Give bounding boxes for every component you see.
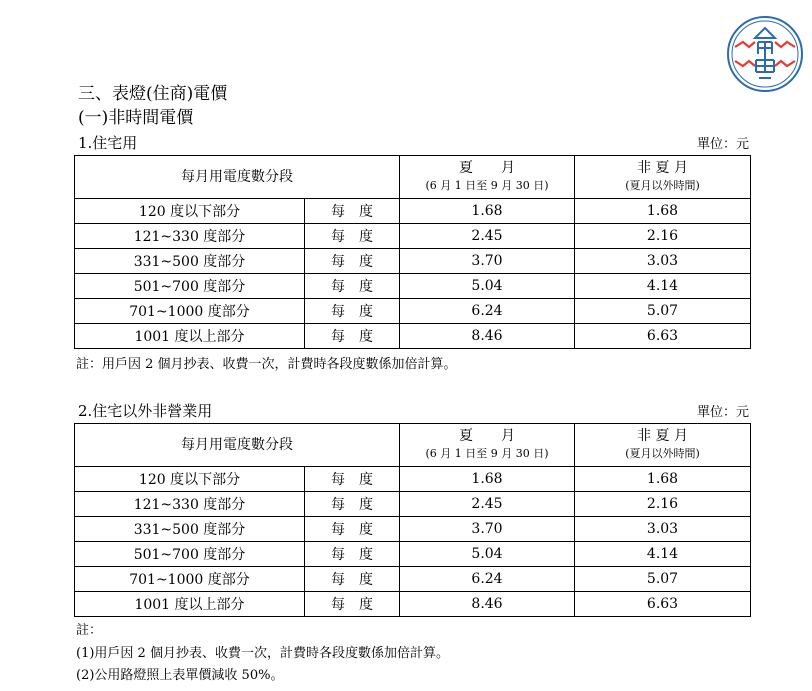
summer-rate: 6.24 [400, 299, 575, 324]
footnote-label: 註： [76, 623, 103, 638]
per-unit: 每 度 [305, 467, 400, 492]
header-summer: 夏 月 (6 月 1 日至 9 月 30 日) [400, 156, 575, 199]
table-row [75, 274, 751, 299]
nonsummer-rate: 3.03 [575, 249, 751, 274]
tier-range: 701~1000 度部分 [75, 567, 305, 592]
header-nonsummer: 非 夏 月 (夏月以外時間) [575, 156, 751, 199]
summer-rate: 1.68 [400, 199, 575, 224]
tier-range: 120 度以下部分 [75, 199, 305, 224]
nonsummer-rate: 6.63 [575, 324, 751, 349]
section-title-residential: 1.住宅用 [78, 134, 138, 152]
table-row [75, 199, 751, 224]
header-usage-tier: 每月用電度數分段 [75, 424, 400, 467]
table-row [75, 467, 751, 492]
tier-range: 331~500 度部分 [75, 249, 305, 274]
nonsummer-rate: 5.07 [575, 299, 751, 324]
table-row [75, 567, 751, 592]
table-row [75, 249, 751, 274]
summer-rate: 5.04 [400, 274, 575, 299]
summer-rate: 6.24 [400, 567, 575, 592]
summer-rate: 2.45 [400, 224, 575, 249]
tier-range: 331~500 度部分 [75, 517, 305, 542]
unit-label: 單位：元 [696, 405, 749, 420]
table-row [75, 224, 751, 249]
nonsummer-rate: 1.68 [575, 199, 751, 224]
nonsummer-rate: 4.14 [575, 274, 751, 299]
tier-range: 501~700 度部分 [75, 542, 305, 567]
per-unit: 每 度 [305, 274, 400, 299]
footnote: (1)用戶因 2 個月抄表、收費一次，計費時各段度數係加倍計算。 [76, 646, 449, 661]
tier-range: 121~330 度部分 [75, 492, 305, 517]
header-usage-tier: 每月用電度數分段 [75, 156, 400, 199]
header-summer: 夏 月 (6 月 1 日至 9 月 30 日) [400, 424, 575, 467]
summer-rate: 3.70 [400, 517, 575, 542]
taipower-logo-icon [725, 14, 805, 94]
table-row [75, 542, 751, 567]
footnote: (2)公用路燈照上表單價減收 50%。 [76, 668, 284, 683]
nonsummer-rate: 4.14 [575, 542, 751, 567]
table-row [75, 517, 751, 542]
summer-rate: 5.04 [400, 542, 575, 567]
summer-rate: 8.46 [400, 592, 575, 617]
nonsummer-rate: 3.03 [575, 517, 751, 542]
page-subheading: (一)非時間電價 [78, 108, 194, 128]
tier-range: 121~330 度部分 [75, 224, 305, 249]
tier-range: 501~700 度部分 [75, 274, 305, 299]
per-unit: 每 度 [305, 517, 400, 542]
per-unit: 每 度 [305, 324, 400, 349]
summer-rate: 2.45 [400, 492, 575, 517]
table-row [75, 592, 751, 617]
per-unit: 每 度 [305, 199, 400, 224]
nonsummer-rate: 1.68 [575, 467, 751, 492]
per-unit: 每 度 [305, 249, 400, 274]
footnote: 註：用戶因 2 個月抄表、收費一次，計費時各段度數係加倍計算。 [76, 357, 457, 372]
section-title-nonbusiness: 2.住宅以外非營業用 [78, 402, 213, 420]
tier-range: 1001 度以上部分 [75, 324, 305, 349]
table-header-row [75, 156, 751, 199]
page-heading: 三、表燈(住商)電價 [78, 84, 228, 104]
nonsummer-rate: 6.63 [575, 592, 751, 617]
nonsummer-rate: 2.16 [575, 224, 751, 249]
table-row [75, 492, 751, 517]
tier-range: 1001 度以上部分 [75, 592, 305, 617]
tier-range: 701~1000 度部分 [75, 299, 305, 324]
header-nonsummer: 非 夏 月 (夏月以外時間) [575, 424, 751, 467]
summer-rate: 3.70 [400, 249, 575, 274]
summer-rate: 8.46 [400, 324, 575, 349]
nonsummer-rate: 2.16 [575, 492, 751, 517]
per-unit: 每 度 [305, 567, 400, 592]
summer-rate: 1.68 [400, 467, 575, 492]
nonsummer-rate: 5.07 [575, 567, 751, 592]
table-header-row [75, 424, 751, 467]
table-row [75, 324, 751, 349]
per-unit: 每 度 [305, 299, 400, 324]
rate-table-nonbusiness [74, 423, 751, 617]
per-unit: 每 度 [305, 592, 400, 617]
per-unit: 每 度 [305, 542, 400, 567]
per-unit: 每 度 [305, 492, 400, 517]
table-row [75, 299, 751, 324]
per-unit: 每 度 [305, 224, 400, 249]
rate-table-residential [74, 155, 751, 349]
unit-label: 單位：元 [696, 137, 749, 152]
tier-range: 120 度以下部分 [75, 467, 305, 492]
